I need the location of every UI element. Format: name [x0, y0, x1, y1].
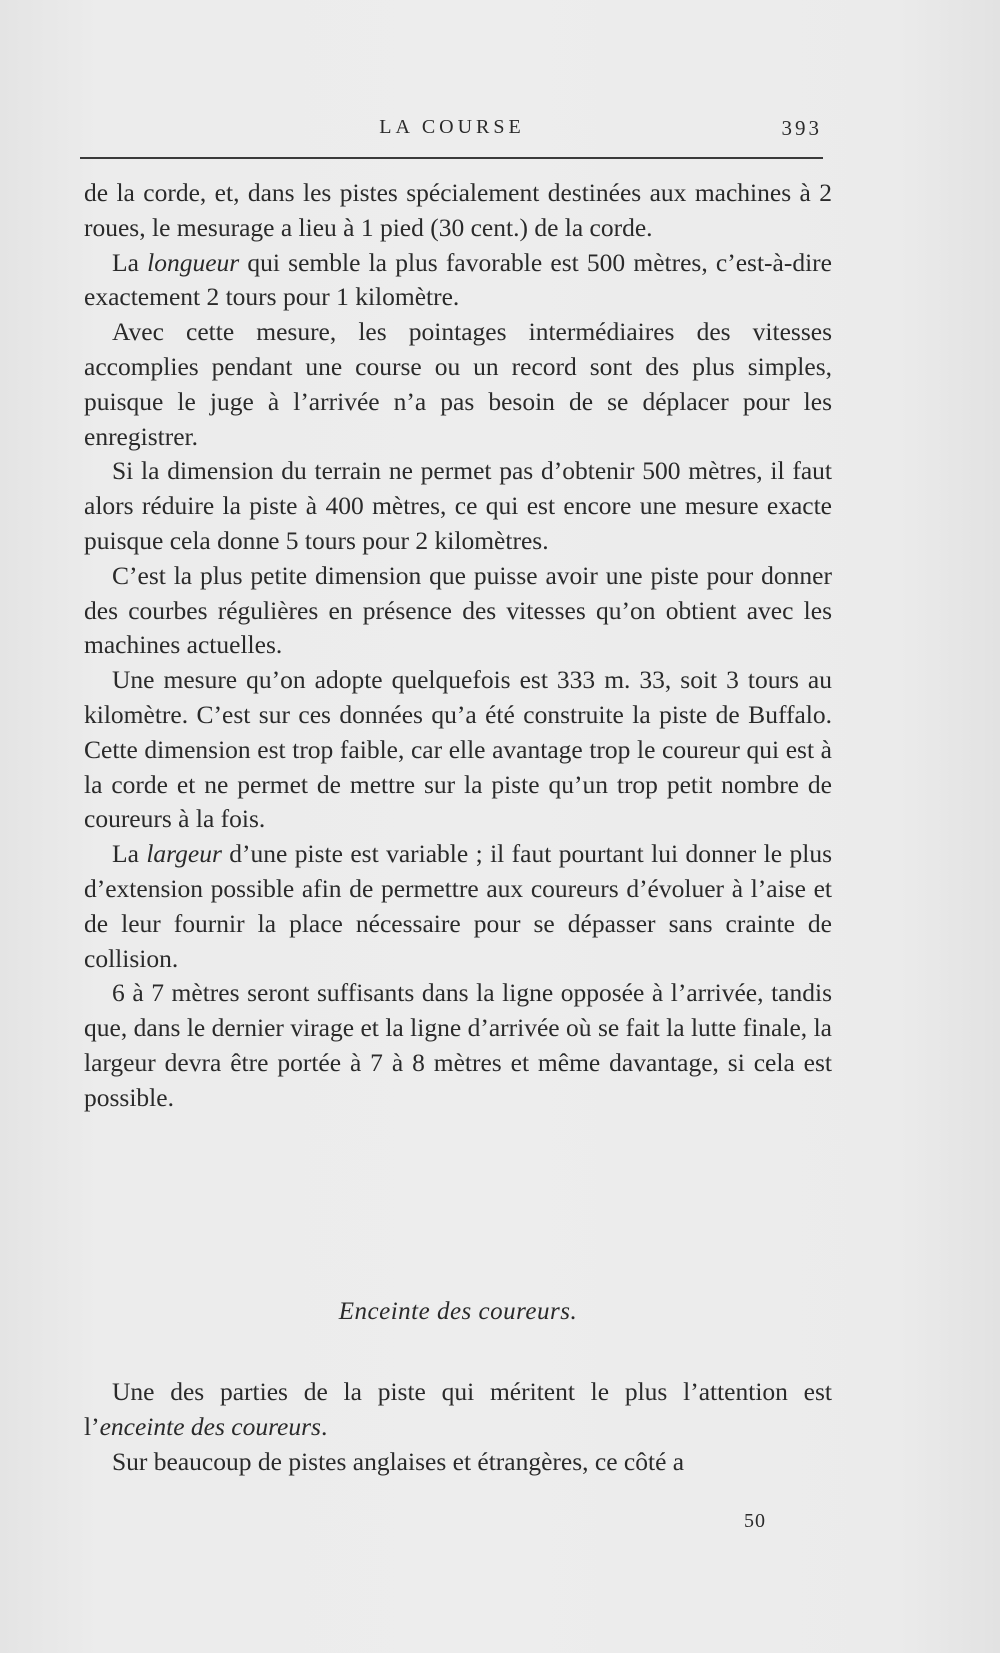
text-run: de la corde, et, dans les pistes spécialement destinées aux machines à 2 roues, le mesurage a lieu à 1 pied (30 cent.) de la corde. [84, 178, 832, 242]
paragraph [84, 837, 832, 976]
paragraph [84, 663, 832, 837]
section-heading: Enceinte des coureurs. [338, 1298, 578, 1325]
text-run: C’est la plus petite dimension que puisse avoir une piste pour donner des courbes régulières en présence des vitesses qu’on obtient avec les machines actuelles. [84, 560, 832, 660]
text-run: Une des parties de la piste qui méritent le plus l’attention est l’ [84, 1377, 832, 1441]
signature-mark: 50 [744, 1510, 766, 1532]
body-text-after-heading [84, 1374, 832, 1479]
paragraph [84, 559, 832, 663]
text-run: d’une piste est variable ; il faut pourtant lui donner le plus d’extension possible afin de permettre aux coureurs d’évoluer à l’aise et de leur fournir la place nécessaire pour se dépasser sans crainte de collision. [84, 839, 832, 973]
running-title: LA COURSE [379, 116, 525, 138]
text-run: Une mesure qu’on adopte quelquefois est 333 m. 33, soit 3 tours au kilomètre. C’est sur ces données qu’a été construite la piste de Buffalo. Cette dimension est trop faible, car elle avantage trop le coureur qui est à la corde et ne permet de mettre sur la piste qu’un trop petit nombre de coureurs à la fois. [84, 665, 832, 834]
paragraph [84, 176, 832, 246]
header-rule [80, 157, 823, 159]
paragraph [84, 976, 832, 1115]
paragraph [84, 315, 832, 454]
paragraph [84, 454, 832, 558]
italic-term: largeur [146, 839, 222, 869]
text-run: 6 à 7 mètres seront suffisants dans la ligne opposée à l’arrivée, tandis que, dans le dernier virage et la ligne d’arrivée où se fait la lutte finale, la largeur devra être portée à 7 à 8 mètres et même davantage, si cela est possible. [84, 978, 832, 1112]
text-run: Si la dimension du terrain ne permet pas d’obtenir 500 mètres, il faut alors réduire la piste à 400 mètres, ce qui est encore une mesure exacte puisque cela donne 5 tours pour 2 kilomètres. [84, 456, 832, 555]
italic-term: enceinte des coureurs [99, 1412, 321, 1441]
text-run: . [320, 1412, 328, 1441]
text-run: La [112, 839, 147, 869]
text-run: La [112, 247, 148, 277]
paragraph [84, 246, 832, 316]
text-run: qui semble la plus favorable est 500 mètres, c’est-à-dire exactement 2 tours pour 1 kilomètre. [84, 247, 832, 312]
paragraph [84, 1444, 832, 1479]
paragraph [84, 1374, 832, 1444]
page-number: 393 [781, 116, 822, 140]
italic-term: longueur [147, 247, 240, 277]
text-run: Sur beaucoup de pistes anglaises et étrangères, ce côté a [112, 1447, 685, 1476]
body-text [84, 176, 832, 1116]
running-head [82, 116, 822, 146]
text-run: Avec cette mesure, les pointages intermédiaires des vitesses accomplies pendant une course ou un record sont des plus simples, puisque le juge à l’arrivée n’a pas besoin de se déplacer pour les enregistrer. [84, 317, 832, 451]
